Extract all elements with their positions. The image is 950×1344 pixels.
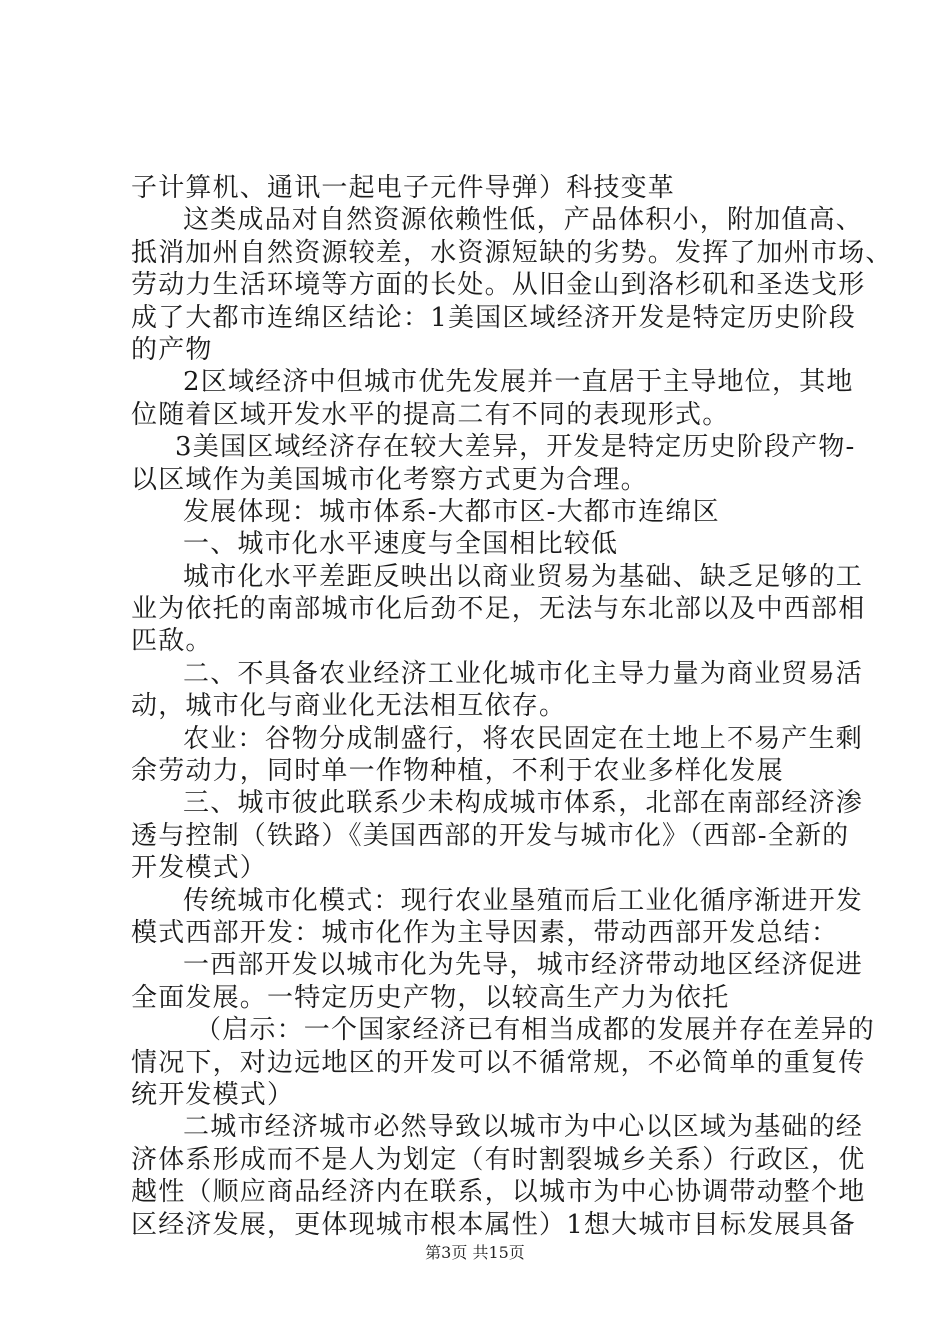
page-number: 第3页 共15页 bbox=[425, 1243, 525, 1262]
text-line: 济体系形成而不是人为划定（有时割裂城乡关系）行政区，优 bbox=[131, 1144, 866, 1175]
text-line: 匹敌。 bbox=[131, 626, 213, 657]
text-line: 城市化水平差距反映出以商业贸易为基础、缺乏足够的工 bbox=[183, 561, 864, 592]
text-line: 位随着区域开发水平的提高二有不同的表现形式。 bbox=[131, 399, 730, 430]
text-line: 成了大都市连绵区结论：1美国区域经济开发是特定历史阶段 bbox=[131, 302, 856, 333]
text-line: 透与控制（铁路）《美国西部的开发与城市化》（西部-全新的 bbox=[131, 820, 850, 851]
text-line: 开发模式） bbox=[131, 853, 268, 884]
text-line: 越性（顺应商品经济内在联系，以城市为中心协调带动整个地 bbox=[131, 1177, 866, 1208]
text-line: 抵消加州自然资源较差，水资源短缺的劣势。发挥了加州市场、 bbox=[131, 237, 893, 268]
text-line: 情况下，对边远地区的开发可以不循常规，不必简单的重复传 bbox=[131, 1047, 866, 1078]
text-line: 的产物 bbox=[131, 334, 213, 365]
text-line: 二城市经济城市必然导致以城市为中心以区域为基础的经 bbox=[183, 1112, 864, 1143]
text-line: 二、不具备农业经济工业化城市化主导力量为商业贸易活 bbox=[183, 658, 864, 689]
text-line: 劳动力生活环境等方面的长处。从旧金山到洛杉矶和圣迭戈形 bbox=[131, 270, 866, 301]
text-line: 子计算机、通讯一起电子元件导弹）科技变革 bbox=[131, 173, 676, 203]
text-line: 农业：谷物分成制盛行，将农民固定在土地上不易产生剩 bbox=[183, 723, 864, 754]
text-line: 区经济发展，更体现城市根本属性）1想大城市目标发展具备 bbox=[131, 1209, 856, 1240]
document-body bbox=[131, 172, 893, 1241]
text-line: 模式西部开发：城市化作为主导因素，带动西部开发总结： bbox=[131, 917, 839, 948]
text-line: 以区域作为美国城市化考察方式更为合理。 bbox=[131, 464, 648, 495]
text-line: 2区域经济中但城市优先发展并一直居于主导地位，其地 bbox=[183, 367, 854, 398]
text-line: 业为依托的南部城市化后劲不足，无法与东北部以及中西部相 bbox=[131, 594, 866, 625]
text-line: 3美国区域经济存在较大差异，开发是特定历史阶段产物- bbox=[175, 432, 856, 463]
text-line: 一、城市化水平速度与全国相比较低 bbox=[183, 529, 619, 560]
text-line: 这类成品对自然资源依赖性低，产品体积小，附加值高、 bbox=[183, 205, 864, 236]
text-line: （启示：一个国家经济已有相当成都的发展并存在差异的 bbox=[195, 1015, 876, 1046]
text-line: 三、城市彼此联系少未构成城市体系，北部在南部经济渗 bbox=[183, 788, 864, 819]
text-line: 全面发展。一特定历史产物，以较高生产力为依托 bbox=[131, 982, 730, 1013]
text-line: 统开发模式） bbox=[131, 1079, 295, 1110]
text-line: 传统城市化模式：现行农业垦殖而后工业化循序渐进开发 bbox=[183, 885, 864, 916]
text-line: 发展体现：城市体系-大都市区-大都市连绵区 bbox=[183, 496, 720, 527]
text-line: 动，城市化与商业化无法相互依存。 bbox=[131, 691, 567, 722]
text-line: 一西部开发以城市化为先导，城市经济带动地区经济促进 bbox=[183, 950, 864, 981]
text-line: 余劳动力，同时单一作物种植，不利于农业多样化发展 bbox=[131, 756, 784, 787]
